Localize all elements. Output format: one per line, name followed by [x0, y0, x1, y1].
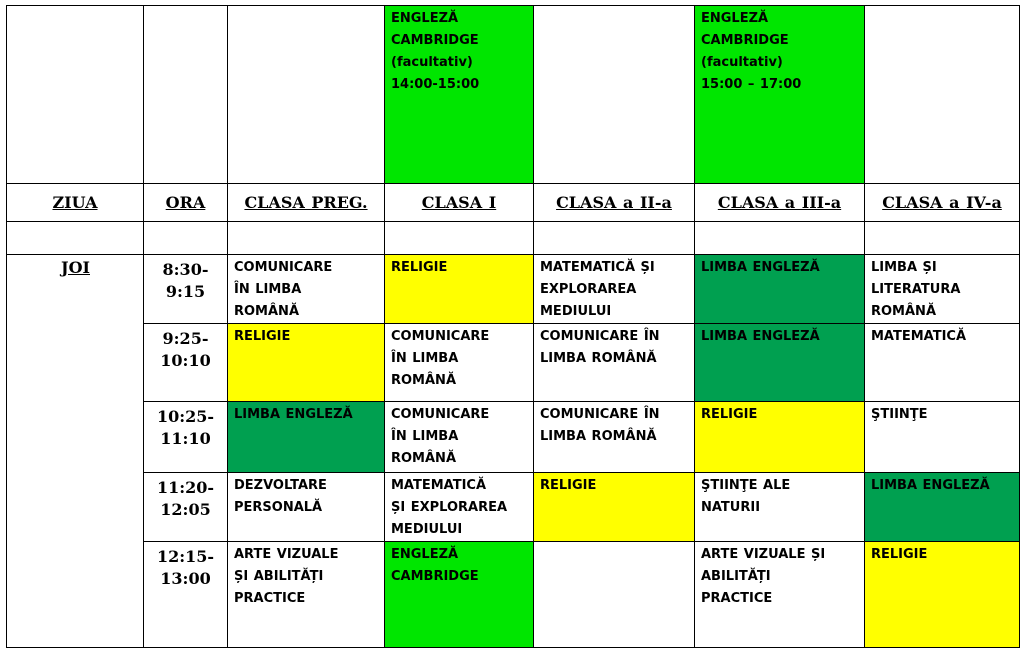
cell-line: MEDIULUI [391, 522, 463, 537]
cell-line: NATURII [701, 500, 761, 515]
lesson-row [7, 255, 1020, 324]
cell-line: CAMBRIDGE [391, 33, 479, 48]
cell-line: ROMÂNĂ [391, 451, 456, 466]
cell-line: LITERATURA [871, 282, 961, 297]
empty-cell [534, 6, 695, 184]
lesson-cell [534, 324, 695, 402]
cell-line: ENGLEZĂ [391, 11, 459, 26]
cell-line: LIMBA ROMÂNĂ [540, 351, 657, 366]
cell-line: (facultativ) [391, 55, 473, 70]
cell-line: PERSONALĂ [234, 500, 323, 515]
cell-line: CAMBRIDGE [391, 569, 479, 584]
spacer-cell [144, 222, 228, 255]
empty-cell [7, 6, 144, 184]
cell-line: LIMBA ENGLEZĂ [871, 478, 990, 493]
cell-line: PRACTICE [701, 591, 773, 606]
lesson-cell [385, 255, 534, 324]
cell-line: 14:00-15:00 [391, 77, 480, 92]
optional-row [7, 6, 1020, 184]
spacer-cell [385, 222, 534, 255]
cell-line: ÎN LIMBA [234, 282, 302, 297]
header-clasa-i: CLASA I [385, 184, 534, 222]
lesson-cell [695, 473, 865, 542]
lesson-cell [385, 324, 534, 402]
cell-line: RELIGIE [234, 329, 291, 344]
lesson-cell [865, 473, 1020, 542]
time-line: 11:10 [160, 429, 211, 448]
time-cell [144, 473, 228, 542]
lesson-row [7, 473, 1020, 542]
time-line: 13:00 [160, 569, 211, 588]
lesson-cell [534, 402, 695, 473]
cell-line: ȘI EXPLORAREA [391, 500, 508, 515]
cell-line: RELIGIE [391, 260, 448, 275]
lesson-cell [695, 255, 865, 324]
cell-line: COMUNICARE ÎN [540, 329, 660, 344]
cell-line: LIMBA ROMÂNĂ [540, 429, 657, 444]
lesson-row [7, 402, 1020, 473]
cell-line: 15:00 – 17:00 [701, 77, 802, 92]
cell-line: MATEMATICĂ [871, 329, 967, 344]
cell-line: COMUNICARE [391, 407, 490, 422]
spacer-row [7, 222, 1020, 255]
time-line: 10:25- [156, 407, 215, 426]
cell-line: LIMBA ENGLEZĂ [701, 329, 820, 344]
header-clasa-preg: CLASA PREG. [228, 184, 385, 222]
lesson-cell [228, 473, 385, 542]
cell-line: EXPLORAREA [540, 282, 637, 297]
header-row [7, 184, 1020, 222]
time-line: 8:30- [162, 260, 209, 279]
empty-cell [228, 6, 385, 184]
lesson-cell [385, 402, 534, 473]
timetable [6, 5, 1020, 648]
cell-line: ROMÂNĂ [391, 373, 456, 388]
spacer-cell [695, 222, 865, 255]
time-line: 9:15 [165, 282, 206, 301]
cell-line: RELIGIE [701, 407, 758, 422]
time-line: 9:25- [162, 329, 209, 348]
header-clasa-iii: CLASA a III-a [695, 184, 865, 222]
time-line: 11:20- [156, 478, 215, 497]
spacer-cell [865, 222, 1020, 255]
time-cell [144, 255, 228, 324]
day-cell: JOI [7, 255, 144, 648]
cell-line: ROMÂNĂ [234, 304, 299, 319]
time-line: 12:15- [156, 547, 215, 566]
cell-line: ŞTIINŢE [871, 407, 928, 422]
lesson-cell [228, 324, 385, 402]
cell-line: ARTE VIZUALE ȘI [701, 547, 826, 562]
cell-line: COMUNICARE ÎN [540, 407, 660, 422]
cell-line: LIMBA ȘI [871, 260, 937, 275]
header-ziua: ZIUA [7, 184, 144, 222]
time-cell [144, 402, 228, 473]
cell-line: PRACTICE [234, 591, 306, 606]
time-line: 12:05 [160, 500, 211, 519]
cell-line: CAMBRIDGE [701, 33, 789, 48]
cell-line: RELIGIE [540, 478, 597, 493]
lesson-cell [385, 473, 534, 542]
cell-line: ROMÂNĂ [871, 304, 936, 319]
lesson-cell [865, 255, 1020, 324]
empty-cell [865, 6, 1020, 184]
optional-cell-clasa-i [385, 6, 534, 184]
cell-line: MATEMATICĂ ȘI [540, 260, 655, 275]
lesson-row [7, 324, 1020, 402]
header-clasa-iv: CLASA a IV-a [865, 184, 1020, 222]
cell-line: ȘI ABILITĂȚI [234, 569, 324, 584]
lesson-cell [695, 402, 865, 473]
header-clasa-ii: CLASA a II-a [534, 184, 695, 222]
cell-line: ÎN LIMBA [391, 351, 459, 366]
lesson-cell [865, 402, 1020, 473]
cell-line: ENGLEZĂ [391, 547, 459, 562]
cell-line: ARTE VIZUALE [234, 547, 339, 562]
spacer-cell [228, 222, 385, 255]
lesson-cell [534, 255, 695, 324]
lesson-cell [865, 324, 1020, 402]
cell-line: MATEMATICĂ [391, 478, 487, 493]
cell-line: RELIGIE [871, 547, 928, 562]
spacer-cell [7, 222, 144, 255]
lesson-cell [228, 255, 385, 324]
time-cell [144, 324, 228, 402]
optional-cell-clasa-iii [695, 6, 865, 184]
header-ora: ORA [144, 184, 228, 222]
lesson-cell [228, 402, 385, 473]
cell-line: ENGLEZĂ [701, 11, 769, 26]
cell-line: MEDIULUI [540, 304, 612, 319]
spacer-cell [534, 222, 695, 255]
cell-line: LIMBA ENGLEZĂ [701, 260, 820, 275]
cell-line: ŞTIINŢE ALE [701, 478, 791, 493]
empty-cell [144, 6, 228, 184]
cell-line: COMUNICARE [391, 329, 490, 344]
lesson-cell [695, 324, 865, 402]
cell-line: DEZVOLTARE [234, 478, 327, 493]
time-line: 10:10 [160, 351, 211, 370]
cell-line: (facultativ) [701, 55, 783, 70]
cell-line: ÎN LIMBA [391, 429, 459, 444]
cell-line: COMUNICARE [234, 260, 333, 275]
cell-line: ABILITĂȚI [701, 569, 771, 584]
lesson-cell [534, 473, 695, 542]
cell-line: LIMBA ENGLEZĂ [234, 407, 353, 422]
